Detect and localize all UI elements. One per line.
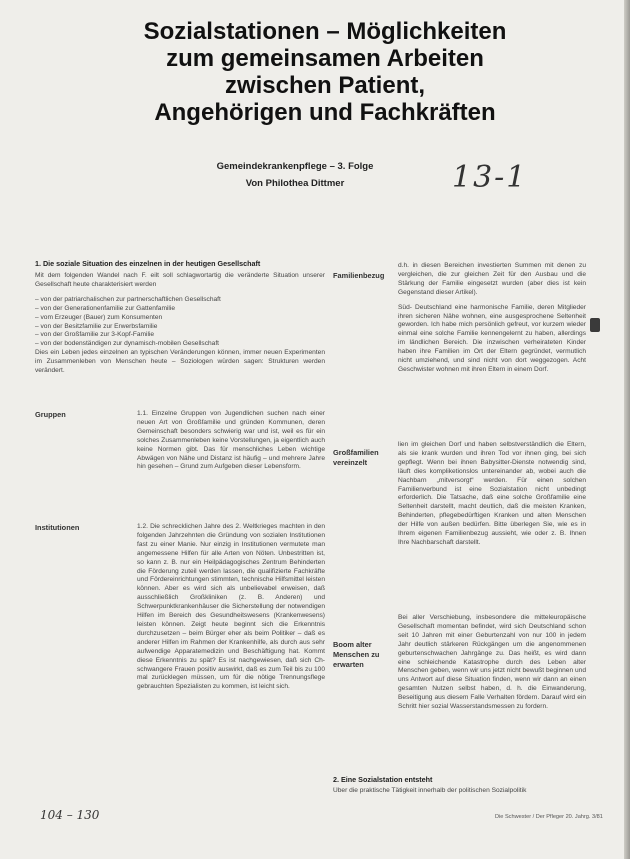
journal-footer: Die Schwester / Der Pfleger 20. Jahrg. 3/81 [495, 814, 603, 820]
section2-heading: 2. Eine Sozialstation entsteht [333, 775, 433, 784]
sidenote-grossfamilien: Großfamilien vereinzelt [333, 448, 379, 467]
list-item: – von der Großfamilie zur 3-Kopf-Familie [35, 331, 155, 339]
series-label: Gemeindekrankenpflege – 3. Folge [216, 161, 374, 172]
right-column-top [398, 262, 586, 381]
sidenote-familienbezug: Familienbezug [333, 271, 385, 280]
section2-text: Über die praktische Tätigkeit innerhalb der politischen Sozialpolitik [333, 787, 527, 794]
paragraph-sued: Süd- Deutschland eine harmonische Familie, deren Mitglieder ihren sicheren Nähe wohnen, eine ausgesprochene Seltenheit geworden. Ich habe mich persönlich gefreut, vor kurzem wieder einmal eine solche Familie kennengelernt zu haben, allerdings im ländlichen Bereich. Die inzwischen verheirateten Kinder haben ihre Familien im Ort der Eltern gegründet, vermutlich nicht umziehend, und sind nicht von dort weggezogen. Acht Geschwister wohnen mit ihren Eltern in einem Dorf. [398, 303, 586, 373]
binder-clip [590, 318, 600, 332]
list-item: – von der Besitzfamilie zur Erwerbsfamilie [35, 322, 158, 330]
paragraph-familienbezug: d.h. in diesen Bereichen investierten Summen mit denen zu vergleichen, die zur gleichen Zeit für den Ausbau und die Stärkung der Familie eingesetzt wurden (aber dies ist kein Gegenstand dieser Artikel). [398, 262, 586, 296]
sidenote-boom: Boom alter Menschen zu erwarten [333, 640, 380, 669]
paragraph-gruppen: 1.1. Einzelne Gruppen von Jugendlichen suchen nach einer neuen Art von Großfamilie und gründen Kommunen, deren Gemeinschaft besonders schwierig war und ist, weil es für ein solches Zusammenleben keine Vorstellungen, ja eigentlich auch keine Normen gibt. Das für menschliches Leben wichtige Abwägen von Nähe und Distanz ist häufig – und mehrere Jahre hin gesehen – Grund zum Aufgeben dieser Lebensform. [137, 410, 325, 471]
title-line-1: Sozialstationen – Möglichkeiten [143, 18, 507, 45]
title-line-4: Angehörigen und Fachkräften [154, 99, 496, 126]
paragraph-grossfamilien: lien im gleichen Dorf und haben selbstverständlich die Eltern, als sie krank wurden und ihren Tod vor ihnen ging, bei sich gepflegt. Wenn bei ihnen Babysitter-Dienste notwendig sind, läuft dies kompliketionslos untereinander ab, wobei auch die Nachbarn „mitversorgt“ werden. Für einen solchen Familienverbund ist eine Sozialstation nicht unbedingt erforderlich. Die Tatsache, daß eine solche Großfamilie eine Seltenheit darstellt, macht deutlich, daß die meisten Kranken, Behinderten, pflegebedürftigen Kranken und alten Menschen der Hilfe von außen bedürfen. Bitte überlegen Sie, wie es in Ihrem eigenen Familienbezug aussieht, wie oder z. B. Ihnen Ihre Nachbarschaft darstellt. [398, 441, 586, 546]
left-column-intro [35, 272, 325, 382]
section1-heading: 1. Die soziale Situation des einzelnen in der heutigen Gesellschaft [35, 259, 261, 268]
paragraph-boom: Bei aller Verschiebung, insbesondere die mitteleuropäische Gesellschaft momentan befindet, wird sich Deutschland schon seit 10 Jahren mit einer Geburtenzahl von nur 100 in jedem Jahr deutlich stärkeren Rückgängen um die angenommenen geburtenschwachen Jahrgänge zu. Das heißt, es wird dann eine schleichende Katastrophe durch des Leben alter Menschen geben, wenn wir uns jetzt nicht bewußt beginnen und uns Antwort auf diese Situation finden, wenn wir dann an einen gesamten Nutzen selbst haben, d. h. die Einwanderung, Beseitigung aus diesem Falle Verhalten fördern. Darauf wird ein Schritt hier sozial Wasserstandsmessen zu fordern. [398, 614, 586, 711]
page-number-handwritten: 104 – 130 [40, 808, 100, 822]
change-list [35, 296, 325, 349]
paragraph-institutionen: 1.2. Die schrecklichen Jahre des 2. Weltkrieges machten in den folgenden Jahrzehnten die Gründung von sozialen Institutionen fast zu einer Manie. Nur einzig in Institutionen vermutete man angemessene Hilfen für alle Arten von Nöten. Unbestritten ist, so kann z. B. nur ein Heilpädagogisches Zentrum Behinderten die Förderung zuteil werden lassen, die qualifizierte Fachkräfte und Fördereinrichtungen stimmten, technische Hilfsmittel leisten können. Aber es wird sich als unbelievabel erweisen, daß ausschließlich Großkliniken (z. B. Anderen) und Schwerpunktkrankenhäuser die Sicherstellung der notwendigen Hilfen im Bereich des Gesundheitswesens (Krankenwesens) leisten können. Zeigt heute beginnt sich die Erkenntnis durchzusetzen – beim Bürger eher als beim Politiker – daß es anderer Hilfen im Rahmen der Krankenhilfe, als durch aus sehr aufwendige Apparatemedizin und Beschäftigung hat. Kommt diese Erkenntnis zu spät? Es ist nachgewiesen, daß sich Ch-schwangere Frauen positiv auswirkt, daß es zum Teil bis zu 100 mal zurücklegen müssen, um für die nötige Trennungsflege gebrauchten Spezialisten zu kommen, ist leicht sich. [137, 523, 325, 691]
article-title [60, 18, 590, 126]
title-line-3: zwischen Patient, [224, 72, 426, 99]
sidenote-institutionen: Institutionen [35, 523, 80, 532]
title-line-2: zum gemeinsamen Arbeiten [166, 45, 484, 72]
author-label: Von Philothea Dittmer [245, 178, 345, 189]
list-item: – von der bodenständigen zur dynamisch-mobilen Gesellschaft [35, 340, 219, 348]
page-edge-shadow [624, 0, 630, 859]
after-list-paragraph: Dies ein Leben jedes einzelnen an typischen Veränderungen können, immer neuen Experimenten im Zusammenleben von Menschen heute – Soziologen würden sagen: Strukturen werden verändert. [35, 349, 325, 375]
series-byline [160, 158, 430, 192]
list-item: – von der patriarchalischen zur partnerschaftlichen Gesellschaft [35, 295, 221, 303]
intro-paragraph: Mit dem folgenden Wandel nach F. eilt soll schlagwortartig die veränderte Situation unserer Gesellschaft heute charakterisiert werden [35, 272, 325, 288]
list-item: – vom Erzeuger (Bauer) zum Konsumenten [35, 313, 163, 321]
sidenote-gruppen: Gruppen [35, 410, 66, 419]
list-item: – von der Generationenfamilie zur Gattenfamilie [35, 304, 176, 312]
handwritten-note: 13-1 [452, 160, 528, 195]
